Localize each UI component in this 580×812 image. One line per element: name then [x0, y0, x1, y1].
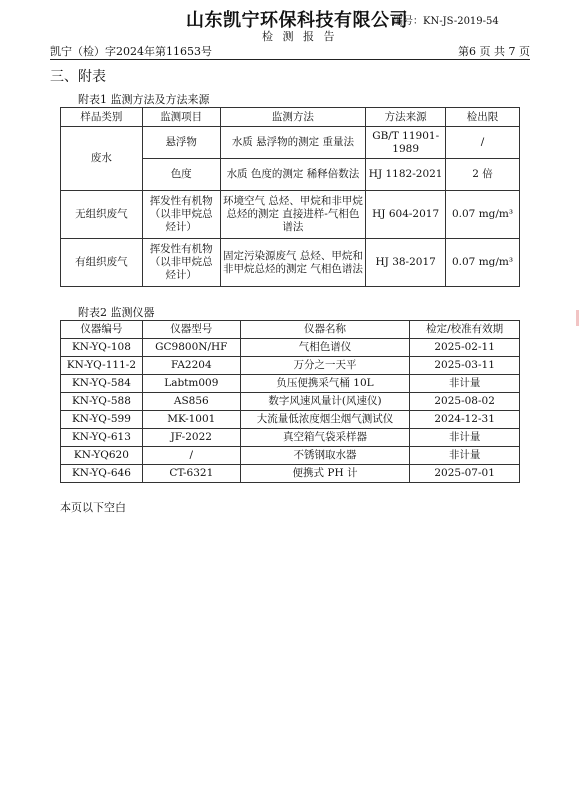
table-row: [61, 127, 520, 159]
table1-limit-cell: 0.07 mg/m³: [446, 239, 520, 287]
table1-limit-cell: 0.07 mg/m³: [446, 191, 520, 239]
instrument-model: FA2204: [142, 357, 240, 375]
table-row: [61, 339, 520, 357]
table1-item-cell: 色度: [142, 159, 220, 191]
table1-source-cell: HJ 604-2017: [366, 191, 446, 239]
table1-limit-cell: 2 倍: [446, 159, 520, 191]
table1-method-cell: 环境空气 总烃、甲烷和非甲烷总烃的测定 直接进样-气相色谱法: [220, 191, 366, 239]
table2-header-cell: 检定/校准有效期: [410, 321, 520, 339]
instrument-name: 不锈钢取水器: [240, 447, 409, 465]
table1-method-cell: 固定污染源废气 总烃、甲烷和非甲烷总烃的测定 气相色谱法: [220, 239, 366, 287]
instrument-name: 便携式 PH 计: [240, 465, 409, 483]
instrument-validity: 2025-02-11: [410, 339, 520, 357]
instrument-id: KN-YQ-588: [61, 393, 143, 411]
table2-header-cell: 仪器名称: [240, 321, 409, 339]
table1-method-cell: 水质 悬浮物的测定 重量法: [220, 127, 366, 159]
report-meta-row: [50, 43, 530, 57]
table1-category-cell: 废水: [61, 127, 143, 191]
table1-header-cell: 样品类别: [61, 108, 143, 127]
table1-item-cell: 挥发性有机物（以非甲烷总烃计）: [142, 239, 220, 287]
table1-item-cell: 悬浮物: [142, 127, 220, 159]
table1-source-cell: HJ 38-2017: [366, 239, 446, 287]
table1-header-cell: 监测方法: [220, 108, 366, 127]
table2-header-cell: 仪器编号: [61, 321, 143, 339]
table2-caption: 附表2 监测仪器: [78, 306, 155, 319]
instrument-name: 负压便携采气桶 10L: [240, 375, 409, 393]
instrument-model: /: [142, 447, 240, 465]
instrument-id: KN-YQ620: [61, 447, 143, 465]
company-name: 山东凯宁环保科技有限公司: [186, 10, 408, 31]
table-row: [61, 239, 520, 287]
table1-caption: 附表1 监测方法及方法来源: [78, 93, 210, 106]
table-row: [61, 375, 520, 393]
table-row: [61, 447, 520, 465]
table1-category-cell: 有组织废气: [61, 239, 143, 287]
table-row: [61, 429, 520, 447]
instrument-name: 数字风速风量计(风速仪): [240, 393, 409, 411]
instrument-model: GC9800N/HF: [142, 339, 240, 357]
instrument-id: KN-YQ-646: [61, 465, 143, 483]
instrument-validity: 2024-12-31: [410, 411, 520, 429]
report-subtitle: 检 测 报 告: [262, 30, 338, 43]
instrument-name: 气相色谱仪: [240, 339, 409, 357]
instrument-model: MK-1001: [142, 411, 240, 429]
instrument-validity: 非计量: [410, 375, 520, 393]
methods-table: [60, 107, 520, 287]
table1-limit-cell: /: [446, 127, 520, 159]
blank-below-note: 本页以下空白: [60, 501, 126, 514]
header-divider: [50, 59, 530, 60]
table2-header-cell: 仪器型号: [142, 321, 240, 339]
instrument-id: KN-YQ-111-2: [61, 357, 143, 375]
instrument-validity: 非计量: [410, 447, 520, 465]
instruments-table: [60, 320, 520, 483]
instrument-id: KN-YQ-584: [61, 375, 143, 393]
instrument-model: AS856: [142, 393, 240, 411]
table1-source-cell: HJ 1182-2021: [366, 159, 446, 191]
table1-header-cell: 监测项目: [142, 108, 220, 127]
instrument-id: KN-YQ-108: [61, 339, 143, 357]
instrument-name: 万分之一天平: [240, 357, 409, 375]
table-row: [61, 393, 520, 411]
section-title: 三、附表: [50, 69, 106, 85]
margin-stamp-mark: [576, 310, 579, 326]
instrument-validity: 2025-03-11: [410, 357, 520, 375]
table-row: [61, 465, 520, 483]
document-number: 编号：KN-JS-2019-54: [393, 16, 499, 27]
instrument-name: 真空箱气袋采样器: [240, 429, 409, 447]
table-row: [61, 411, 520, 429]
table1-item-cell: 挥发性有机物（以非甲烷总烃计）: [142, 191, 220, 239]
report-reference: 凯宁（检）字2024年第11653号: [50, 45, 212, 58]
instrument-validity: 2025-07-01: [410, 465, 520, 483]
table1-header-cell: 方法来源: [366, 108, 446, 127]
table-row: [61, 357, 520, 375]
instrument-id: KN-YQ-613: [61, 429, 143, 447]
table1-header-cell: 检出限: [446, 108, 520, 127]
instrument-model: Labtm009: [142, 375, 240, 393]
table-row: [61, 191, 520, 239]
instrument-id: KN-YQ-599: [61, 411, 143, 429]
instrument-name: 大流量低浓度烟尘烟气测试仪: [240, 411, 409, 429]
table1-category-cell: 无组织废气: [61, 191, 143, 239]
table1-method-cell: 水质 色度的测定 稀释倍数法: [220, 159, 366, 191]
instrument-model: JF-2022: [142, 429, 240, 447]
instrument-model: CT-6321: [142, 465, 240, 483]
instrument-validity: 非计量: [410, 429, 520, 447]
page-info: 第6 页 共 7 页: [458, 45, 530, 58]
instrument-validity: 2025-08-02: [410, 393, 520, 411]
table1-source-cell: GB/T 11901-1989: [366, 127, 446, 159]
